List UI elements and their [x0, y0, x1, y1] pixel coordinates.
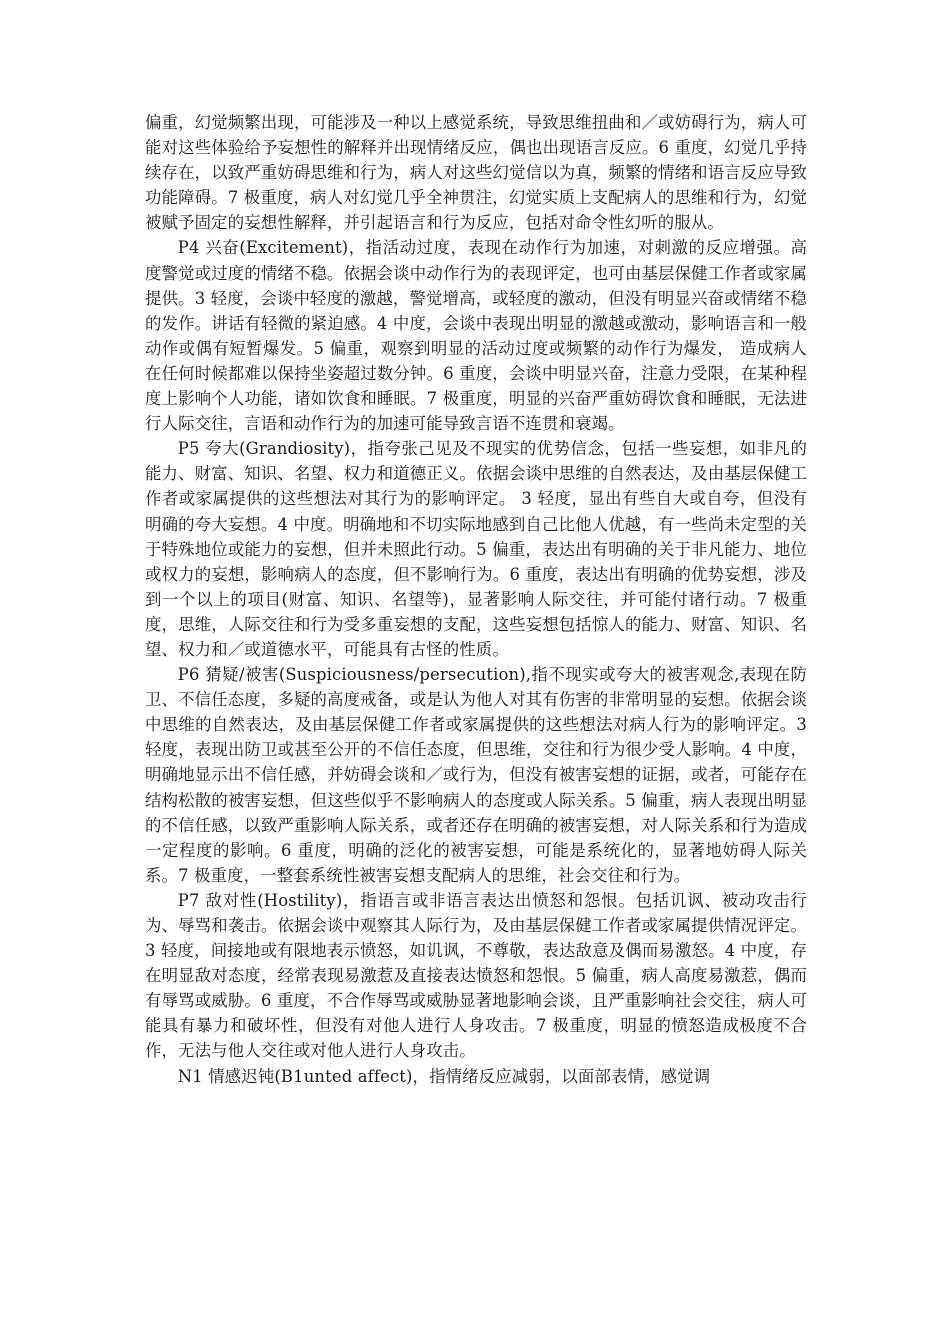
document-page: [145, 110, 807, 1089]
paragraph-p3-continued: 偏重，幻觉频繁出现，可能涉及一种以上感觉系统，导致思维扭曲和／或妨碍行为，病人可能对这些体验给予妄想性的解释并出现情绪反应，偶也出现语言反应。6 重度，幻觉几乎持续存在，以致严重妨碍思维和行为，病人对这些幻觉信以为真，频繁的情绪和语言反应导致功能障碍。7 极重度，病人对幻觉几乎全神贯注，幻觉实质上支配病人的思维和行为，幻觉被赋予固定的妄想性解释，并引起语言和行为反应，包括对命令性幻听的服从。: [145, 113, 807, 233]
paragraph-n1-blunted-affect: N1 情感迟钝(B1unted affect)，指情绪反应减弱，以面部表情，感觉调: [177, 1066, 711, 1086]
paragraph-p6-suspiciousness: P6 猜疑/被害(Suspiciousness/persecution),指不现实或夸大的被害观念,表现在防卫、不信任态度，多疑的高度戒备，或是认为他人对其有伤害的非常明显的妄想。依据会谈中思维的自然表达，及由基层保健工作者或家属提供的这些想法对病人行为的影响评定。3 轻度，表现出防卫或甚至公开的不信任态度，但思维，交往和行为很少受人影响。4 中度，明确地显示出不信任感，并妨碍会谈和／或行为，但没有被害妄想的证据，或者，可能存在结构松散的被害妄想，但这些似乎不影响病人的态度或人际关系。5 偏重，病人表现出明显的不信任感，以致严重影响人际关系，或者还存在明确的被害妄想，对人际关系和行为造成一定程度的影响。6 重度，明确的泛化的被害妄想，可能是系统化的，显著地妨碍人际关系。7 极重度，一整套系统性被害妄想支配病人的思维，社会交往和行为。: [145, 665, 807, 885]
paragraph-p5-grandiosity: P5 夸大(Grandiosity)，指夸张己见及不现实的优势信念，包括一些妄想，如非凡的能力、财富、知识、名望、权力和道德正义。依据会谈中思维的自然表达，及由基层保健工作者或家属提供的这些想法对其行为的影响评定。 3 轻度，显出有些自大或自夸，但没有明确的夸大妄想。4 中度。明确地和不切实际地感到自己比他人优越，有一些尚未定型的关于特殊地位或能力的妄想，但并未照此行动。5 偏重，表达出有明确的关于非凡能力、地位或权力的妄想，影响病人的态度，但不影响行为。6 重度，表达出有明确的优势妄想，涉及到一个以上的项目(财富、知识、名望等)，显著影响人际交往，并可能付诸行动。7 极重度，思维，人际交往和行为受多重妄想的支配，这些妄想包括惊人的能力、财富、知识、名望、权力和／或道德水平，可能具有古怪的性质。: [145, 439, 807, 659]
paragraph-p7-hostility: P7 敌对性(Hostility)，指语言或非语言表达出愤怒和怨恨。包括讥讽、被动攻击行为、辱骂和袭击。依据会谈中观察其人际行为，及由基层保健工作者或家属提供情况评定。3 轻度，间接地或有限地表示愤怒，如讥讽，不尊敬，表达敌意及偶而易激怒。4 中度，存在明显敌对态度，经常表现易激惹及直接表达愤怒和怨恨。5 偏重，病人高度易激惹，偶而有辱骂或威胁。6 重度，不合作辱骂或威胁显著地影响会谈，且严重影响社会交往，病人可能具有暴力和破坏性，但没有对他人进行人身攻击。7 极重度，明显的愤怒造成极度不合作，无法与他人交往或对他人进行人身攻击。: [145, 890, 807, 1061]
paragraph-p4-excitement: P4 兴奋(Excitement)，指活动过度，表现在动作行为加速，对刺激的反应增强。高度警觉或过度的情绪不稳。依据会谈中动作行为的表现评定，也可由基层保健工作者或家属提供。3 轻度，会谈中轻度的激越，警觉增高，或轻度的激动，但没有明显兴奋或情绪不稳的发作。讲话有轻微的紧迫感。4 中度，会谈中表现出明显的激越或激动，影响语言和一般动作或偶有短暂爆发。5 偏重，观察到明显的活动过度或频繁的动作行为爆发， 造成病人在任何时候都难以保持坐姿超过数分钟。6 重度，会谈中明显兴奋，注意力受限，在某种程度上影响个人功能，诸如饮食和睡眠。7 极重度，明显的兴奋严重妨碍饮食和睡眠，无法进行人际交往，言语和动作行为的加速可能导致言语不连贯和衰竭。: [145, 238, 807, 434]
